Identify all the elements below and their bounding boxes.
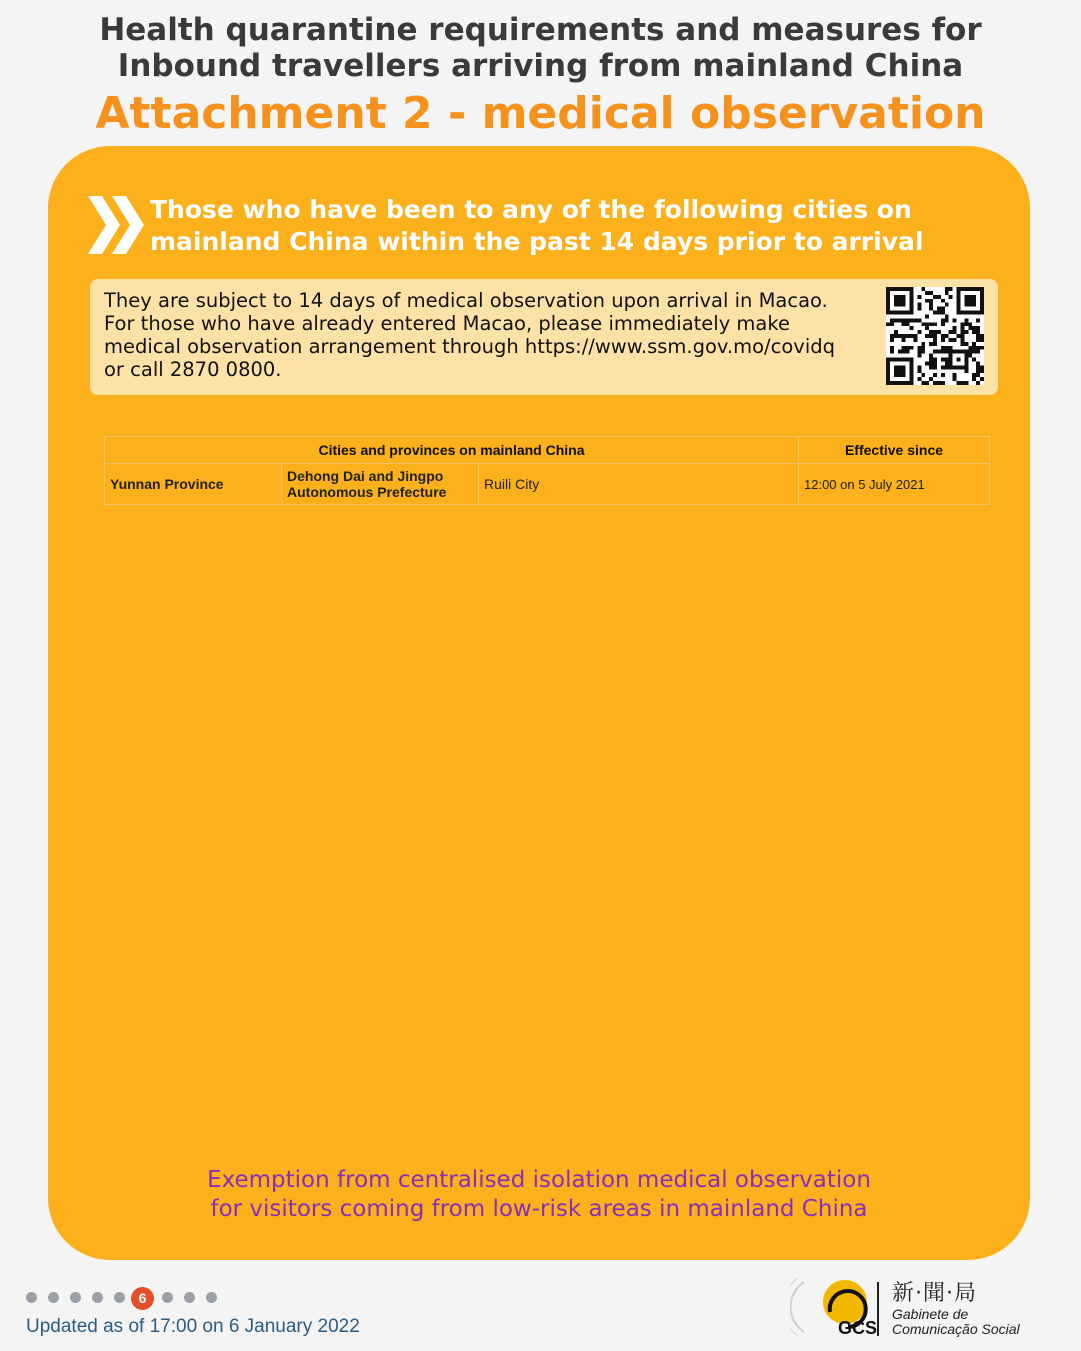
gcs-logo <box>790 1272 880 1342</box>
info-box <box>90 279 998 395</box>
info-line: For those who have already entered Macao, please immediately make <box>104 312 790 335</box>
info-line: or call 2870 0800. <box>104 358 282 381</box>
page-dot[interactable] <box>92 1292 103 1303</box>
info-line[interactable]: medical observation arrangement through https://www.ssm.gov.mo/covidq <box>104 335 835 358</box>
prefecture-line: Dehong Dai and Jingpo <box>287 468 444 484</box>
page-dot[interactable] <box>206 1292 217 1303</box>
double-chevron-right-icon <box>88 196 144 254</box>
updated-timestamp: Updated as of 17:00 on 6 January 2022 <box>26 1316 360 1337</box>
page-subtitle: Attachment 2 - medical observation <box>95 88 986 139</box>
criteria-headline <box>150 194 1010 258</box>
exemption-link[interactable] <box>48 1166 1030 1224</box>
header-cities: Cities and provinces on mainland China <box>105 437 799 464</box>
logo-portuguese-line1: Gabinete de <box>892 1306 969 1322</box>
page-title-line2: Inbound travellers arriving from mainland China <box>117 48 964 84</box>
page-dot[interactable] <box>26 1292 37 1303</box>
city-cell: Ruili City <box>479 464 799 505</box>
page-dot[interactable] <box>114 1292 125 1303</box>
effective-cell: 12:00 on 5 July 2021 <box>799 464 990 505</box>
page-dot[interactable] <box>48 1292 59 1303</box>
page-dot[interactable] <box>162 1292 173 1303</box>
exemption-line1: Exemption from centralised isolation medical observation <box>207 1167 871 1193</box>
page-dot[interactable] <box>184 1292 195 1303</box>
logo-portuguese <box>892 1307 1020 1337</box>
logo-chinese: 新·聞·局 <box>892 1281 977 1306</box>
header-effective: Effective since <box>799 437 990 464</box>
page-dot[interactable] <box>70 1292 81 1303</box>
cities-table <box>104 436 990 505</box>
criteria-headline-line2: mainland China within the past 14 days prior to arrival <box>150 227 924 256</box>
logo-mark-text: GCS <box>838 1318 878 1338</box>
logo-portuguese-line2: Comunicação Social <box>892 1321 1020 1337</box>
province-cell: Yunnan Province <box>105 464 282 505</box>
table-header-row <box>105 437 990 464</box>
content-panel <box>48 146 1030 1260</box>
page-dot-active[interactable]: 6 <box>131 1287 154 1310</box>
info-line: They are subject to 14 days of medical observation upon arrival in Macao. <box>104 289 828 312</box>
table-row <box>105 464 990 505</box>
prefecture-cell <box>282 464 479 505</box>
page-title-line1: Health quarantine requirements and measures for <box>99 12 982 48</box>
qr-code-icon[interactable] <box>886 287 984 385</box>
info-text <box>104 289 874 381</box>
criteria-headline-line1: Those who have been to any of the following cities on <box>150 195 912 224</box>
prefecture-line: Autonomous Prefecture <box>287 484 447 500</box>
exemption-line2: for visitors coming from low-risk areas in mainland China <box>210 1196 868 1222</box>
